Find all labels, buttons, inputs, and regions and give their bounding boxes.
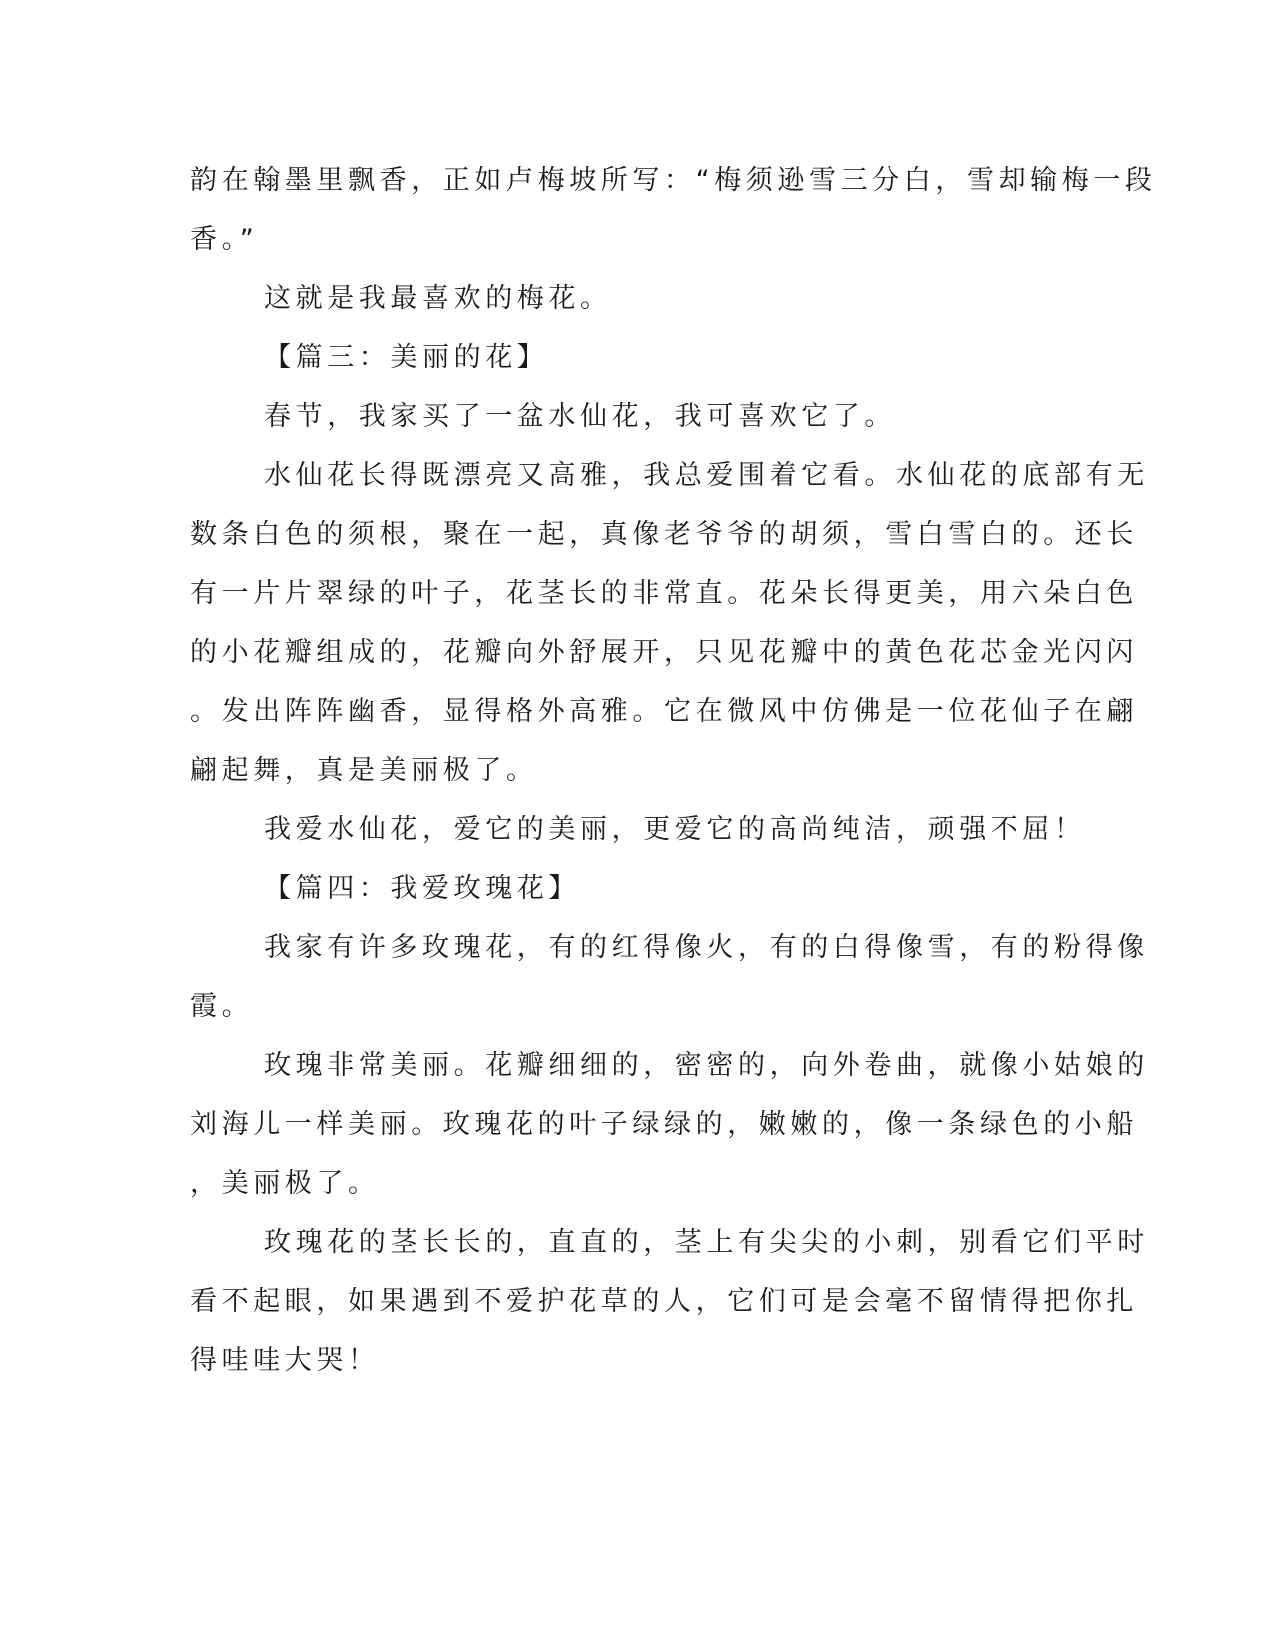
paragraph-line: 这就是我最喜欢的梅花。	[264, 283, 612, 314]
text-line: 数条白色的须根，聚在一起，真像老爷爷的胡须，雪白雪白的。还长	[190, 519, 1138, 550]
text-line: 韵在翰墨里飘香，正如卢梅坡所写：“梅须逊雪三分白，雪却输梅一段	[190, 165, 1157, 196]
text-line: 看不起眼，如果遇到不爱护花草的人，它们可是会毫不留情得把你扎	[190, 1286, 1138, 1317]
text-line: 有一片片翠绿的叶子，花茎长的非常直。花朵长得更美，用六朵白色	[190, 578, 1138, 609]
paragraph-line: 玫瑰花的茎长长的，直直的，茎上有尖尖的小刺，别看它们平时	[264, 1227, 1149, 1258]
paragraph-line: 我家有许多玫瑰花，有的红得像火，有的白得像雪，有的粉得像	[264, 932, 1149, 963]
paragraph-line: 玫瑰非常美丽。花瓣细细的，密密的，向外卷曲，就像小姑娘的	[264, 1050, 1149, 1081]
text-line: 的小花瓣组成的，花瓣向外舒展开，只见花瓣中的黄色花芯金光闪闪	[190, 637, 1138, 668]
text-line: 刘海儿一样美丽。玫瑰花的叶子绿绿的，嫩嫩的，像一条绿色的小船	[190, 1109, 1138, 1140]
text-line: 霞。	[190, 991, 254, 1022]
text-line: 。发出阵阵幽香，显得格外高雅。它在微风中仿佛是一位花仙子在翩	[190, 696, 1138, 727]
paragraph-line: 水仙花长得既漂亮又高雅，我总爱围着它看。水仙花的底部有无	[264, 460, 1149, 491]
section-heading: 【篇三：美丽的花】	[264, 342, 549, 373]
text-line: 香。”	[190, 224, 259, 255]
paragraph-line: 我爱水仙花，爱它的美丽，更爱它的高尚纯洁，顽强不屈！	[264, 814, 1086, 845]
text-line: 得哇哇大哭！	[190, 1345, 380, 1376]
text-line: 翩起舞，真是美丽极了。	[190, 755, 538, 786]
section-heading: 【篇四：我爱玫瑰花】	[264, 873, 580, 904]
text-line: ，美丽极了。	[190, 1168, 380, 1199]
paragraph-line: 春节，我家买了一盆水仙花，我可喜欢它了。	[264, 401, 896, 432]
